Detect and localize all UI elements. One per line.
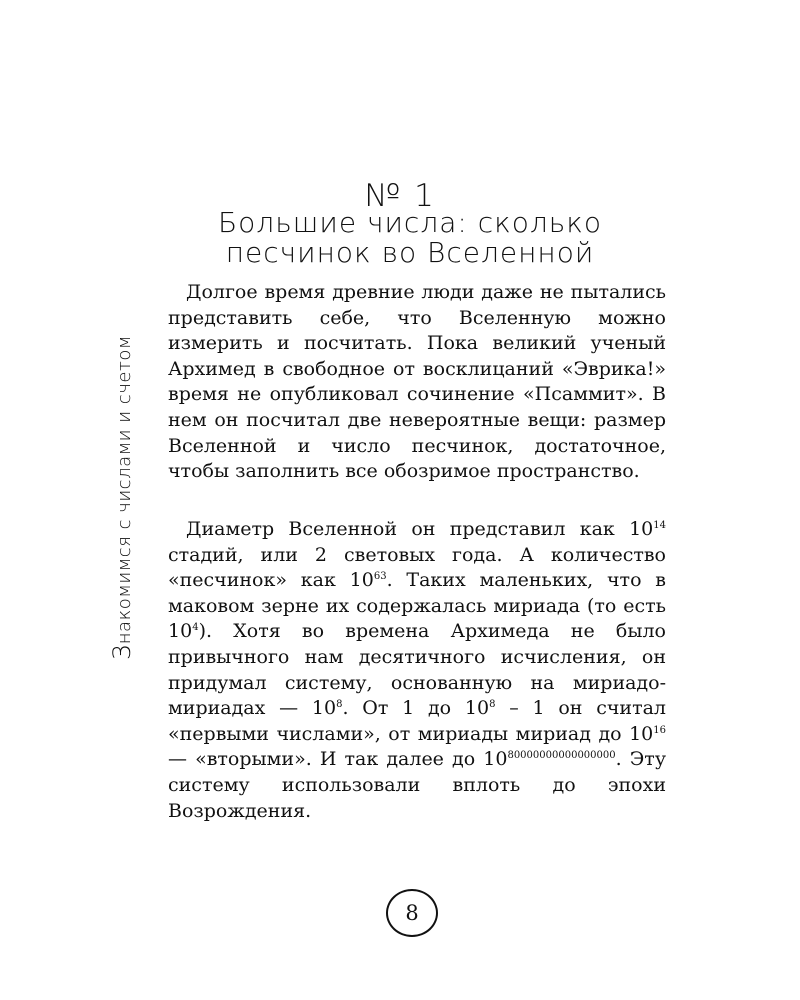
exponent: 4 [192,622,199,634]
paragraph-1 [168,280,666,485]
exponent: 14 [653,520,666,531]
paragraph-2-segment: Диаметр Вселенной он представил как 10 [186,518,654,540]
exponent: 16 [653,724,666,736]
paragraph-2-segment: – 1 он считал «первыми числами», от мириады мириад до 10 [168,697,666,745]
paragraph-2 [168,517,666,824]
running-title [108,320,136,660]
paragraph-2-segment: . Таких маленьких, что в маковом зерне их содержалась мириада (то есть 10 [168,569,666,643]
paragraph-1-text: Долгое время древние люди даже не пытались представить себе, что Вселенную можно измерить и посчитать. Пока великий ученый Архимед в свободное от восклицаний «Эврика!» время не опубликовал сочинение «Псаммит». В нем он посчитал две невероятные вещи: размер Вселенной и число песчинок, достаточное, чтобы заполнить все обозримое пространство. [168,281,666,483]
paragraph-2-segment: . От 1 до 10 [342,697,490,720]
paragraph-2-segment: . Эту систему использовали вплоть до эпохи Возрождения. [168,748,666,822]
paragraph-2-segment: стадий, или 2 световых года. А количество «песчинок» как 10 [168,543,666,592]
exponent: 8 [336,699,343,711]
paragraph-2-segment: — «вторыми». И так далее до 10 [168,748,508,771]
exponent: 8 [489,699,496,711]
chapter-number: № 1 [364,178,436,214]
exponent: 80000000000000000 [507,750,616,762]
exponent: 63 [373,571,387,583]
running-title-text: накомимся с числами и счетом [114,335,135,645]
page-number: 8 [386,889,438,937]
paragraph-2-segment: ). Хотя во времена Архимеда не было привычного нам десятичного исчисления, он придумал систему, основанную на мириадо-мириадах — 10 [168,620,666,720]
running-title-initial: З [108,644,136,660]
chapter-title: Большие числа: сколько песчинок во Вселенной [217,206,603,269]
